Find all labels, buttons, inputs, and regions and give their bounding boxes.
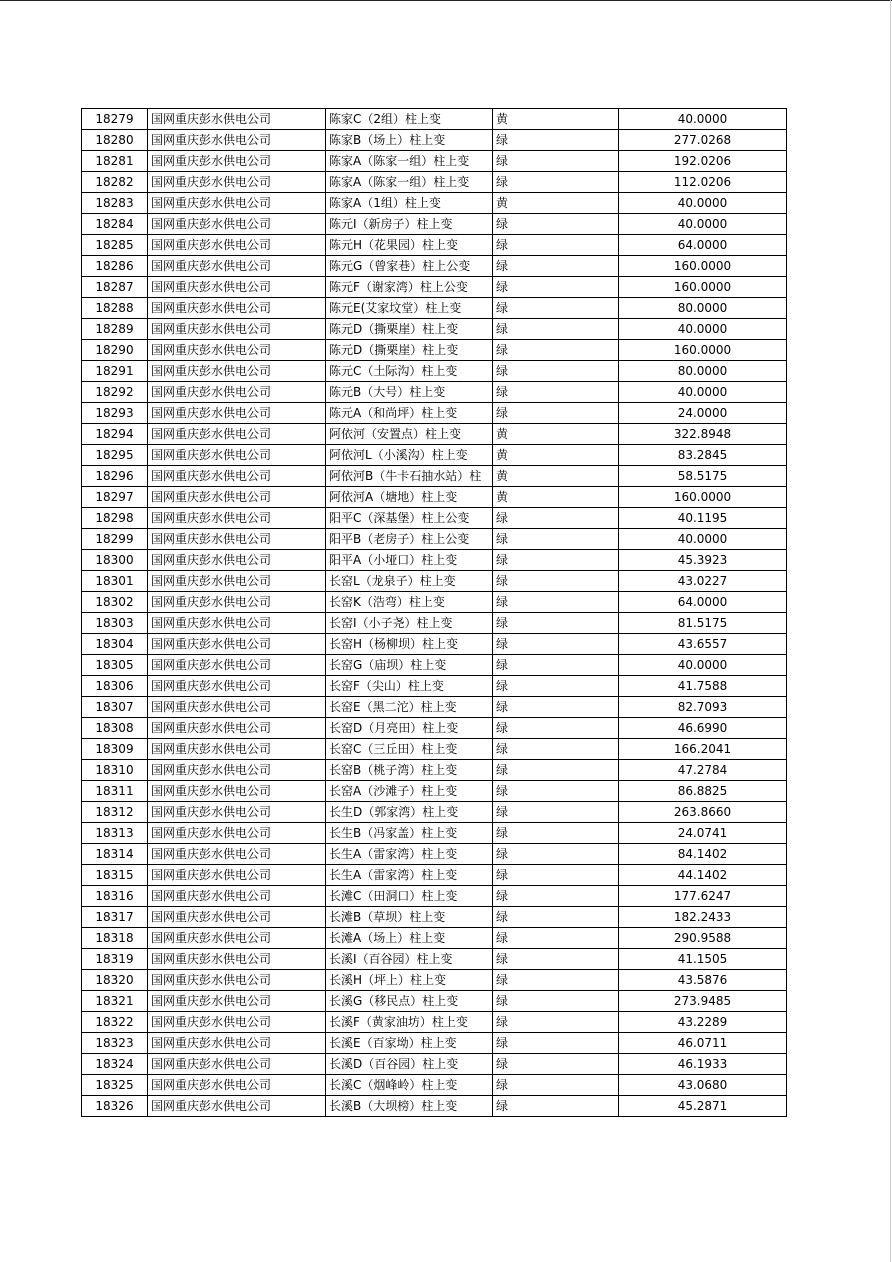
status-color-cell: 绿 [493, 865, 619, 886]
row-id-cell: 18309 [82, 739, 148, 760]
company-cell: 国网重庆彭水供电公司 [148, 403, 326, 424]
table-row [82, 277, 787, 298]
status-color-cell: 绿 [493, 739, 619, 760]
status-color-cell: 绿 [493, 550, 619, 571]
transformer-name-cell: 长溪F（黄家油坊）柱上变 [326, 1012, 493, 1033]
value-cell: 192.0206 [619, 151, 787, 172]
row-id-cell: 18293 [82, 403, 148, 424]
transformer-name-cell: 陈家A（陈家一组）柱上变 [326, 172, 493, 193]
table-row [82, 865, 787, 886]
status-color-cell: 绿 [493, 907, 619, 928]
transformer-name-cell: 陈元E(艾家坟堂）柱上变 [326, 298, 493, 319]
value-cell: 166.2041 [619, 739, 787, 760]
table-row [82, 928, 787, 949]
value-cell: 160.0000 [619, 256, 787, 277]
transformer-name-cell: 长溪H（坪上）柱上变 [326, 970, 493, 991]
table-row [82, 214, 787, 235]
company-cell: 国网重庆彭水供电公司 [148, 424, 326, 445]
company-cell: 国网重庆彭水供电公司 [148, 487, 326, 508]
company-cell: 国网重庆彭水供电公司 [148, 613, 326, 634]
transformer-name-cell: 陈元H（花果园）柱上变 [326, 235, 493, 256]
company-cell: 国网重庆彭水供电公司 [148, 991, 326, 1012]
transformer-name-cell: 陈元D（撕栗崖）柱上变 [326, 340, 493, 361]
transformer-name-cell: 陈元G（曾家巷）柱上公变 [326, 256, 493, 277]
value-cell: 112.0206 [619, 172, 787, 193]
transformer-name-cell: 阳平C（深基堡）柱上公变 [326, 508, 493, 529]
transformer-name-cell: 阿依河B（牛卡石抽水站）柱 [326, 466, 493, 487]
company-cell: 国网重庆彭水供电公司 [148, 718, 326, 739]
row-id-cell: 18307 [82, 697, 148, 718]
table-row [82, 235, 787, 256]
status-color-cell: 绿 [493, 1096, 619, 1117]
table-row [82, 907, 787, 928]
table-row [82, 151, 787, 172]
status-color-cell: 绿 [493, 676, 619, 697]
company-cell: 国网重庆彭水供电公司 [148, 697, 326, 718]
status-color-cell: 绿 [493, 130, 619, 151]
company-cell: 国网重庆彭水供电公司 [148, 1012, 326, 1033]
company-cell: 国网重庆彭水供电公司 [148, 802, 326, 823]
transformer-name-cell: 长窑G（庙坝）柱上变 [326, 655, 493, 676]
status-color-cell: 绿 [493, 718, 619, 739]
row-id-cell: 18287 [82, 277, 148, 298]
company-cell: 国网重庆彭水供电公司 [148, 508, 326, 529]
company-cell: 国网重庆彭水供电公司 [148, 382, 326, 403]
transformer-name-cell: 陈家A（1组）柱上变 [326, 193, 493, 214]
row-id-cell: 18288 [82, 298, 148, 319]
value-cell: 80.0000 [619, 361, 787, 382]
row-id-cell: 18302 [82, 592, 148, 613]
value-cell: 160.0000 [619, 340, 787, 361]
transformer-name-cell: 陈家A（陈家一组）柱上变 [326, 151, 493, 172]
status-color-cell: 黄 [493, 193, 619, 214]
table-row [82, 340, 787, 361]
transformer-name-cell: 长滩B（草坝）柱上变 [326, 907, 493, 928]
table-body [82, 109, 787, 1117]
value-cell: 46.1933 [619, 1054, 787, 1075]
value-cell: 41.7588 [619, 676, 787, 697]
value-cell: 46.0711 [619, 1033, 787, 1054]
row-id-cell: 18297 [82, 487, 148, 508]
transformer-name-cell: 阿依河L（小溪沟）柱上变 [326, 445, 493, 466]
status-color-cell: 绿 [493, 655, 619, 676]
table-row [82, 1075, 787, 1096]
value-cell: 43.0227 [619, 571, 787, 592]
transformer-name-cell: 陈元B（大号）柱上变 [326, 382, 493, 403]
table-row [82, 697, 787, 718]
company-cell: 国网重庆彭水供电公司 [148, 256, 326, 277]
status-color-cell: 绿 [493, 172, 619, 193]
row-id-cell: 18291 [82, 361, 148, 382]
value-cell: 40.0000 [619, 193, 787, 214]
row-id-cell: 18301 [82, 571, 148, 592]
status-color-cell: 绿 [493, 949, 619, 970]
table-row [82, 403, 787, 424]
transformer-name-cell: 长溪C（烟峰岭）柱上变 [326, 1075, 493, 1096]
table-row [82, 445, 787, 466]
transformer-name-cell: 长溪E（百家坳）柱上变 [326, 1033, 493, 1054]
table-row [82, 1012, 787, 1033]
value-cell: 277.0268 [619, 130, 787, 151]
company-cell: 国网重庆彭水供电公司 [148, 949, 326, 970]
transformer-name-cell: 陈元C（土际沟）柱上变 [326, 361, 493, 382]
table-row [82, 991, 787, 1012]
row-id-cell: 18323 [82, 1033, 148, 1054]
transformer-name-cell: 长溪G（移民点）柱上变 [326, 991, 493, 1012]
table-row [82, 130, 787, 151]
status-color-cell: 绿 [493, 403, 619, 424]
row-id-cell: 18305 [82, 655, 148, 676]
transformer-name-cell: 长滩A（场上）柱上变 [326, 928, 493, 949]
transformer-name-cell: 阿依河A（塘地）柱上变 [326, 487, 493, 508]
company-cell: 国网重庆彭水供电公司 [148, 970, 326, 991]
status-color-cell: 绿 [493, 277, 619, 298]
company-cell: 国网重庆彭水供电公司 [148, 676, 326, 697]
table-row [82, 256, 787, 277]
table-row [82, 718, 787, 739]
status-color-cell: 绿 [493, 928, 619, 949]
transformer-name-cell: 长溪I（百谷园）柱上变 [326, 949, 493, 970]
company-cell: 国网重庆彭水供电公司 [148, 550, 326, 571]
status-color-cell: 绿 [493, 970, 619, 991]
status-color-cell: 绿 [493, 382, 619, 403]
value-cell: 43.0680 [619, 1075, 787, 1096]
row-id-cell: 18298 [82, 508, 148, 529]
row-id-cell: 18299 [82, 529, 148, 550]
row-id-cell: 18317 [82, 907, 148, 928]
transformer-name-cell: 长窑I（小子尧）柱上变 [326, 613, 493, 634]
row-id-cell: 18286 [82, 256, 148, 277]
value-cell: 290.9588 [619, 928, 787, 949]
table-row [82, 970, 787, 991]
company-cell: 国网重庆彭水供电公司 [148, 634, 326, 655]
table-row [82, 172, 787, 193]
status-color-cell: 绿 [493, 760, 619, 781]
transformer-name-cell: 陈家B（场上）柱上变 [326, 130, 493, 151]
table-row [82, 109, 787, 130]
row-id-cell: 18304 [82, 634, 148, 655]
transformer-name-cell: 长窑E（黑二沱）柱上变 [326, 697, 493, 718]
company-cell: 国网重庆彭水供电公司 [148, 1075, 326, 1096]
table-row [82, 1033, 787, 1054]
table-row [82, 298, 787, 319]
transformer-table [81, 108, 787, 1117]
company-cell: 国网重庆彭水供电公司 [148, 592, 326, 613]
company-cell: 国网重庆彭水供电公司 [148, 298, 326, 319]
value-cell: 263.8660 [619, 802, 787, 823]
status-color-cell: 绿 [493, 613, 619, 634]
transformer-name-cell: 长窑D（月亮田）柱上变 [326, 718, 493, 739]
status-color-cell: 绿 [493, 256, 619, 277]
table-row [82, 844, 787, 865]
row-id-cell: 18321 [82, 991, 148, 1012]
value-cell: 40.0000 [619, 319, 787, 340]
value-cell: 160.0000 [619, 487, 787, 508]
value-cell: 40.0000 [619, 109, 787, 130]
company-cell: 国网重庆彭水供电公司 [148, 1096, 326, 1117]
table-row [82, 613, 787, 634]
value-cell: 177.6247 [619, 886, 787, 907]
company-cell: 国网重庆彭水供电公司 [148, 1054, 326, 1075]
status-color-cell: 绿 [493, 508, 619, 529]
value-cell: 45.2871 [619, 1096, 787, 1117]
status-color-cell: 绿 [493, 529, 619, 550]
row-id-cell: 18296 [82, 466, 148, 487]
value-cell: 83.2845 [619, 445, 787, 466]
company-cell: 国网重庆彭水供电公司 [148, 151, 326, 172]
value-cell: 58.5175 [619, 466, 787, 487]
table-row [82, 508, 787, 529]
transformer-name-cell: 阳平B（老房子）柱上公变 [326, 529, 493, 550]
table-row [82, 361, 787, 382]
company-cell: 国网重庆彭水供电公司 [148, 655, 326, 676]
transformer-name-cell: 长窑C（三丘田）柱上变 [326, 739, 493, 760]
company-cell: 国网重庆彭水供电公司 [148, 235, 326, 256]
row-id-cell: 18325 [82, 1075, 148, 1096]
status-color-cell: 绿 [493, 1012, 619, 1033]
value-cell: 44.1402 [619, 865, 787, 886]
status-color-cell: 绿 [493, 214, 619, 235]
company-cell: 国网重庆彭水供电公司 [148, 907, 326, 928]
row-id-cell: 18292 [82, 382, 148, 403]
row-id-cell: 18281 [82, 151, 148, 172]
company-cell: 国网重庆彭水供电公司 [148, 193, 326, 214]
value-cell: 43.6557 [619, 634, 787, 655]
value-cell: 43.5876 [619, 970, 787, 991]
table-row [82, 466, 787, 487]
company-cell: 国网重庆彭水供电公司 [148, 781, 326, 802]
transformer-name-cell: 长窑H（杨柳坝）柱上变 [326, 634, 493, 655]
transformer-name-cell: 陈家C（2组）柱上变 [326, 109, 493, 130]
row-id-cell: 18326 [82, 1096, 148, 1117]
row-id-cell: 18319 [82, 949, 148, 970]
value-cell: 43.2289 [619, 1012, 787, 1033]
table-row [82, 676, 787, 697]
table-row [82, 823, 787, 844]
value-cell: 64.0000 [619, 592, 787, 613]
transformer-name-cell: 长窑A（沙滩子）柱上变 [326, 781, 493, 802]
row-id-cell: 18306 [82, 676, 148, 697]
row-id-cell: 18284 [82, 214, 148, 235]
table-row [82, 382, 787, 403]
company-cell: 国网重庆彭水供电公司 [148, 529, 326, 550]
table-row [82, 886, 787, 907]
company-cell: 国网重庆彭水供电公司 [148, 886, 326, 907]
row-id-cell: 18279 [82, 109, 148, 130]
row-id-cell: 18318 [82, 928, 148, 949]
row-id-cell: 18314 [82, 844, 148, 865]
value-cell: 273.9485 [619, 991, 787, 1012]
table-row [82, 949, 787, 970]
table-row [82, 634, 787, 655]
value-cell: 182.2433 [619, 907, 787, 928]
table-row [82, 193, 787, 214]
transformer-name-cell: 长窑K（浩弯）柱上变 [326, 592, 493, 613]
value-cell: 40.0000 [619, 214, 787, 235]
transformer-name-cell: 长生A（雷家湾）柱上变 [326, 844, 493, 865]
row-id-cell: 18294 [82, 424, 148, 445]
value-cell: 86.8825 [619, 781, 787, 802]
status-color-cell: 绿 [493, 781, 619, 802]
company-cell: 国网重庆彭水供电公司 [148, 571, 326, 592]
status-color-cell: 绿 [493, 844, 619, 865]
company-cell: 国网重庆彭水供电公司 [148, 865, 326, 886]
table-row [82, 781, 787, 802]
company-cell: 国网重庆彭水供电公司 [148, 109, 326, 130]
value-cell: 160.0000 [619, 277, 787, 298]
status-color-cell: 绿 [493, 571, 619, 592]
table-row [82, 760, 787, 781]
transformer-name-cell: 长生B（冯家盖）柱上变 [326, 823, 493, 844]
status-color-cell: 绿 [493, 1054, 619, 1075]
page-right-edge [890, 0, 891, 1262]
table-row [82, 1054, 787, 1075]
row-id-cell: 18308 [82, 718, 148, 739]
status-color-cell: 绿 [493, 592, 619, 613]
table-row [82, 487, 787, 508]
row-id-cell: 18289 [82, 319, 148, 340]
row-id-cell: 18315 [82, 865, 148, 886]
value-cell: 47.2784 [619, 760, 787, 781]
status-color-cell: 绿 [493, 802, 619, 823]
status-color-cell: 绿 [493, 697, 619, 718]
transformer-name-cell: 陈元D（撕栗崖）柱上变 [326, 319, 493, 340]
status-color-cell: 绿 [493, 886, 619, 907]
status-color-cell: 绿 [493, 1075, 619, 1096]
status-color-cell: 绿 [493, 1033, 619, 1054]
value-cell: 80.0000 [619, 298, 787, 319]
value-cell: 45.3923 [619, 550, 787, 571]
company-cell: 国网重庆彭水供电公司 [148, 1033, 326, 1054]
status-color-cell: 黄 [493, 487, 619, 508]
company-cell: 国网重庆彭水供电公司 [148, 319, 326, 340]
row-id-cell: 18316 [82, 886, 148, 907]
company-cell: 国网重庆彭水供电公司 [148, 823, 326, 844]
row-id-cell: 18324 [82, 1054, 148, 1075]
value-cell: 322.8948 [619, 424, 787, 445]
transformer-name-cell: 长溪D（百谷园）柱上变 [326, 1054, 493, 1075]
row-id-cell: 18303 [82, 613, 148, 634]
row-id-cell: 18310 [82, 760, 148, 781]
value-cell: 40.1195 [619, 508, 787, 529]
transformer-name-cell: 长生A（雷家湾）柱上变 [326, 865, 493, 886]
value-cell: 46.6990 [619, 718, 787, 739]
row-id-cell: 18322 [82, 1012, 148, 1033]
company-cell: 国网重庆彭水供电公司 [148, 760, 326, 781]
row-id-cell: 18311 [82, 781, 148, 802]
value-cell: 24.0741 [619, 823, 787, 844]
status-color-cell: 黄 [493, 466, 619, 487]
company-cell: 国网重庆彭水供电公司 [148, 445, 326, 466]
company-cell: 国网重庆彭水供电公司 [148, 928, 326, 949]
company-cell: 国网重庆彭水供电公司 [148, 844, 326, 865]
page-top-border [0, 0, 892, 1]
status-color-cell: 绿 [493, 361, 619, 382]
transformer-name-cell: 长窑F（尖山）柱上变 [326, 676, 493, 697]
value-cell: 40.0000 [619, 529, 787, 550]
company-cell: 国网重庆彭水供电公司 [148, 172, 326, 193]
transformer-name-cell: 长生D（郭家湾）柱上变 [326, 802, 493, 823]
company-cell: 国网重庆彭水供电公司 [148, 277, 326, 298]
value-cell: 64.0000 [619, 235, 787, 256]
table-row [82, 802, 787, 823]
table-row [82, 655, 787, 676]
row-id-cell: 18280 [82, 130, 148, 151]
transformer-name-cell: 长滩C（田洞口）柱上变 [326, 886, 493, 907]
table-row [82, 550, 787, 571]
transformer-name-cell: 陈元A（和尚坪）柱上变 [326, 403, 493, 424]
row-id-cell: 18283 [82, 193, 148, 214]
table-row [82, 592, 787, 613]
status-color-cell: 黄 [493, 424, 619, 445]
company-cell: 国网重庆彭水供电公司 [148, 739, 326, 760]
table-row [82, 571, 787, 592]
status-color-cell: 绿 [493, 991, 619, 1012]
transformer-name-cell: 陈元F（谢家湾）柱上公变 [326, 277, 493, 298]
row-id-cell: 18313 [82, 823, 148, 844]
value-cell: 41.1505 [619, 949, 787, 970]
table-row [82, 319, 787, 340]
company-cell: 国网重庆彭水供电公司 [148, 214, 326, 235]
transformer-name-cell: 长溪B（大坝榜）柱上变 [326, 1096, 493, 1117]
company-cell: 国网重庆彭水供电公司 [148, 466, 326, 487]
row-id-cell: 18320 [82, 970, 148, 991]
row-id-cell: 18300 [82, 550, 148, 571]
value-cell: 82.7093 [619, 697, 787, 718]
value-cell: 84.1402 [619, 844, 787, 865]
row-id-cell: 18282 [82, 172, 148, 193]
status-color-cell: 黄 [493, 109, 619, 130]
transformer-name-cell: 阿依河（安置点）柱上变 [326, 424, 493, 445]
transformer-name-cell: 陈元I（新房子）柱上变 [326, 214, 493, 235]
row-id-cell: 18312 [82, 802, 148, 823]
table-row [82, 1096, 787, 1117]
table-row [82, 529, 787, 550]
company-cell: 国网重庆彭水供电公司 [148, 361, 326, 382]
status-color-cell: 绿 [493, 319, 619, 340]
transformer-name-cell: 长窑L（龙泉子）柱上变 [326, 571, 493, 592]
company-cell: 国网重庆彭水供电公司 [148, 340, 326, 361]
status-color-cell: 绿 [493, 634, 619, 655]
status-color-cell: 绿 [493, 340, 619, 361]
value-cell: 40.0000 [619, 655, 787, 676]
row-id-cell: 18290 [82, 340, 148, 361]
row-id-cell: 18285 [82, 235, 148, 256]
table-row [82, 739, 787, 760]
table-row [82, 424, 787, 445]
company-cell: 国网重庆彭水供电公司 [148, 130, 326, 151]
value-cell: 40.0000 [619, 382, 787, 403]
value-cell: 24.0000 [619, 403, 787, 424]
transformer-name-cell: 阳平A（小垭口）柱上变 [326, 550, 493, 571]
value-cell: 81.5175 [619, 613, 787, 634]
transformer-name-cell: 长窑B（桃子湾）柱上变 [326, 760, 493, 781]
status-color-cell: 绿 [493, 235, 619, 256]
status-color-cell: 绿 [493, 151, 619, 172]
status-color-cell: 绿 [493, 823, 619, 844]
status-color-cell: 黄 [493, 445, 619, 466]
status-color-cell: 绿 [493, 298, 619, 319]
row-id-cell: 18295 [82, 445, 148, 466]
